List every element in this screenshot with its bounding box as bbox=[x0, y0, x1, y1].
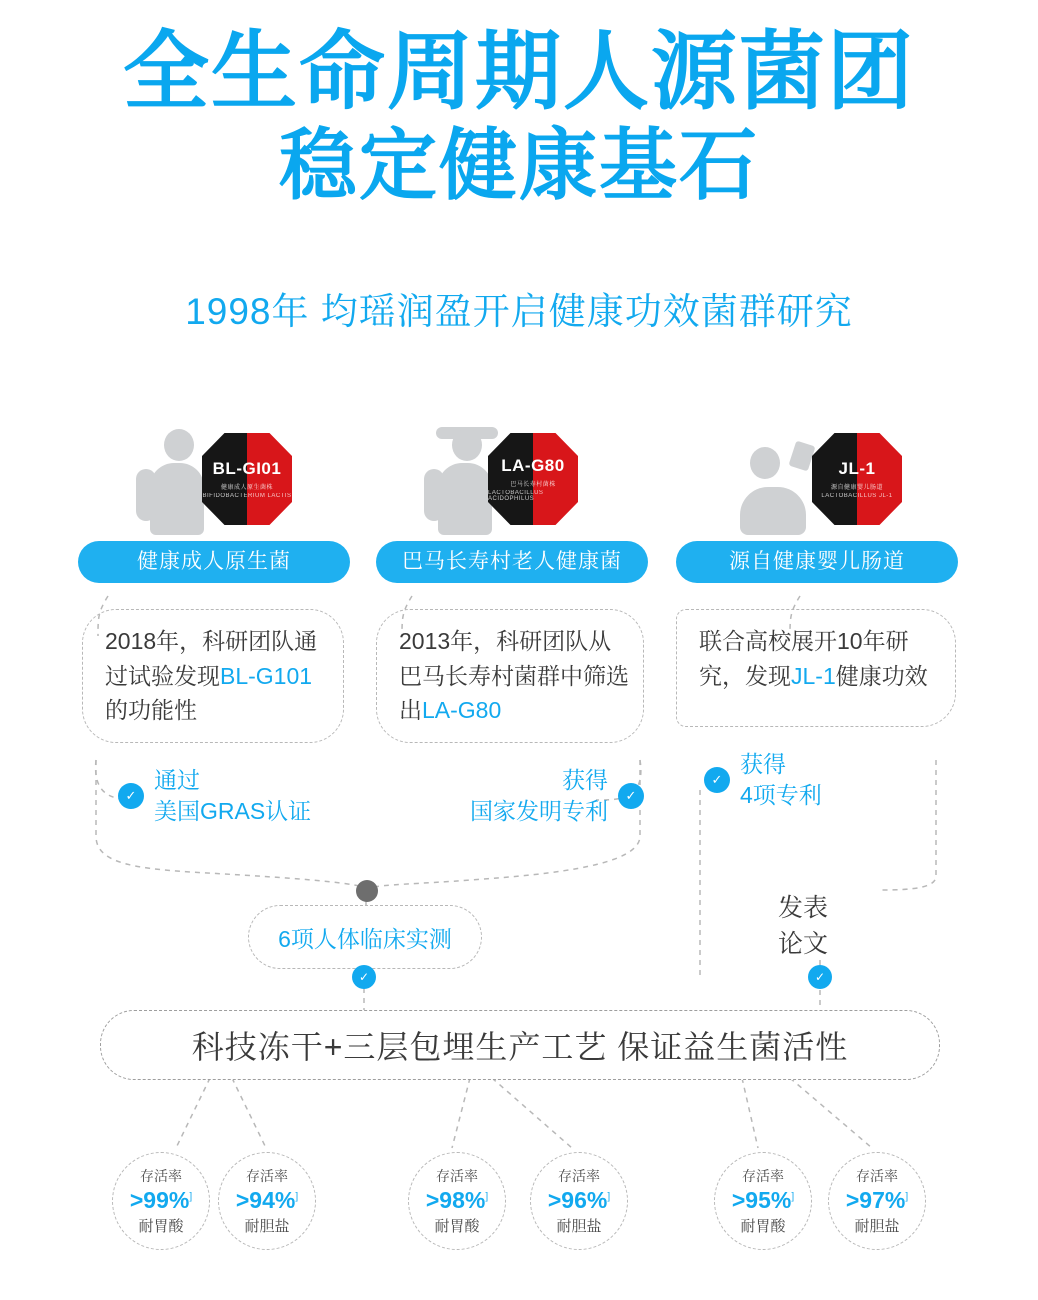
stat-value: >95%] bbox=[731, 1187, 795, 1213]
stat-bubble-6 bbox=[828, 1152, 926, 1250]
certification-1 bbox=[118, 765, 372, 827]
badge-sub: 源自健康婴儿肠道 bbox=[830, 485, 883, 491]
description-3 bbox=[676, 609, 956, 727]
stat-label-bottom: 耐胃酸 bbox=[138, 1218, 184, 1235]
stat-label-bottom: 耐胆盐 bbox=[854, 1218, 900, 1235]
stat-label-top: 存活率 bbox=[436, 1168, 478, 1184]
process-node: 科技冻干+三层包埋生产工艺 保证益生菌活性 bbox=[100, 1010, 940, 1080]
stat-label-bottom: 耐胆盐 bbox=[244, 1218, 290, 1235]
badge-name: LA-G80 bbox=[501, 456, 565, 475]
badge-jl-1 bbox=[812, 433, 902, 525]
figure-row-1 bbox=[72, 425, 372, 535]
stat-bubble-3 bbox=[408, 1152, 506, 1250]
badge-la-g80 bbox=[488, 433, 578, 525]
badge-name: JL-1 bbox=[838, 459, 876, 478]
figure-row-2 bbox=[370, 425, 670, 535]
thesis-node bbox=[778, 890, 828, 963]
title-line-1: 全生命周期人源菌团 bbox=[123, 24, 915, 120]
check-badge-icon: ✓ bbox=[618, 783, 644, 809]
stat-value: >99%] bbox=[129, 1187, 193, 1213]
junction-dot bbox=[356, 880, 378, 902]
pill-label-3: 源自健康婴儿肠道 bbox=[676, 541, 958, 583]
badge-sub2: LACTOBACILLUS ACIDOPHILUS bbox=[488, 490, 544, 502]
thesis-line-2: 论文 bbox=[778, 930, 829, 959]
description-2 bbox=[376, 609, 644, 743]
stat-label-top: 存活率 bbox=[558, 1168, 600, 1184]
certification-text-1: 通过 美国GRAS认证 bbox=[154, 766, 312, 824]
stat-value: >94%] bbox=[235, 1187, 299, 1213]
stat-label-bottom: 耐胃酸 bbox=[740, 1218, 786, 1235]
badge-sub: 巴马长寿村菌株 bbox=[510, 482, 556, 488]
desc-suffix-3: 健康功效 bbox=[835, 662, 928, 689]
certification-3 bbox=[704, 749, 982, 811]
stat-label-bottom: 耐胆盐 bbox=[556, 1218, 602, 1235]
stat-bubble-2 bbox=[218, 1152, 316, 1250]
badge-bl-gi01 bbox=[202, 433, 292, 525]
certification-2 bbox=[370, 765, 644, 827]
title-line-2: 稳定健康基石 bbox=[278, 120, 759, 209]
subtitle: 1998年 均瑶润盈开启健康功效菌群研究 bbox=[185, 291, 853, 333]
stat-bubble-5 bbox=[714, 1152, 812, 1250]
stat-value: >97%] bbox=[845, 1187, 909, 1213]
desc-suffix-1: 的功能性 bbox=[105, 697, 197, 723]
thesis-line-1: 发表 bbox=[778, 894, 829, 922]
stat-value: >96%] bbox=[547, 1187, 611, 1213]
certification-text-3: 获得 4项专利 bbox=[740, 751, 822, 809]
check-badge-icon: ✓ bbox=[352, 965, 376, 989]
stat-value: >98%] bbox=[425, 1187, 489, 1213]
pill-label-2: 巴马长寿村老人健康菌 bbox=[376, 541, 648, 583]
desc-highlight-2: LA-G80 bbox=[422, 697, 502, 723]
strain-column-2 bbox=[370, 425, 670, 827]
desc-prefix-3: 联合高校展开10年研究，发现 bbox=[699, 628, 909, 689]
stat-label-bottom: 耐胃酸 bbox=[434, 1218, 480, 1235]
description-1 bbox=[82, 609, 344, 743]
desc-highlight-1: BL-G101 bbox=[220, 662, 313, 689]
desc-prefix-2: 2013年，科研团队从巴马长寿村菌群中筛选出 bbox=[399, 628, 629, 723]
strain-columns bbox=[0, 425, 1038, 855]
stat-label-top: 存活率 bbox=[140, 1168, 182, 1184]
badge-sub: 健康成人原生菌株 bbox=[220, 485, 273, 491]
badge-name: BL-GI01 bbox=[212, 459, 282, 478]
figure-row-3 bbox=[672, 425, 982, 535]
check-badge-icon: ✓ bbox=[808, 965, 832, 989]
desc-prefix-1: 2018年，科研团队通过试验发现 bbox=[105, 628, 318, 689]
check-badge-icon: ✓ bbox=[704, 767, 730, 793]
stat-label-top: 存活率 bbox=[742, 1168, 784, 1184]
page-title bbox=[0, 0, 1038, 207]
clinical-node: 6项人体临床实测 bbox=[248, 905, 482, 969]
badge-sub2: BIFIDOBACTERIUM LACTIS bbox=[202, 493, 292, 499]
check-badge-icon: ✓ bbox=[118, 783, 144, 809]
strain-column-3 bbox=[672, 425, 982, 811]
stat-label-top: 存活率 bbox=[856, 1168, 898, 1184]
strain-column-1 bbox=[72, 425, 372, 827]
stat-bubble-1 bbox=[112, 1152, 210, 1250]
stat-label-top: 存活率 bbox=[246, 1168, 288, 1184]
stat-bubble-4 bbox=[530, 1152, 628, 1250]
certification-text-2: 获得 国家发明专利 bbox=[470, 766, 608, 824]
pill-label-1: 健康成人原生菌 bbox=[78, 541, 350, 583]
badge-sub2: LACTOBACILLUS JL-1 bbox=[821, 493, 893, 499]
desc-highlight-3: JL-1 bbox=[791, 662, 836, 689]
